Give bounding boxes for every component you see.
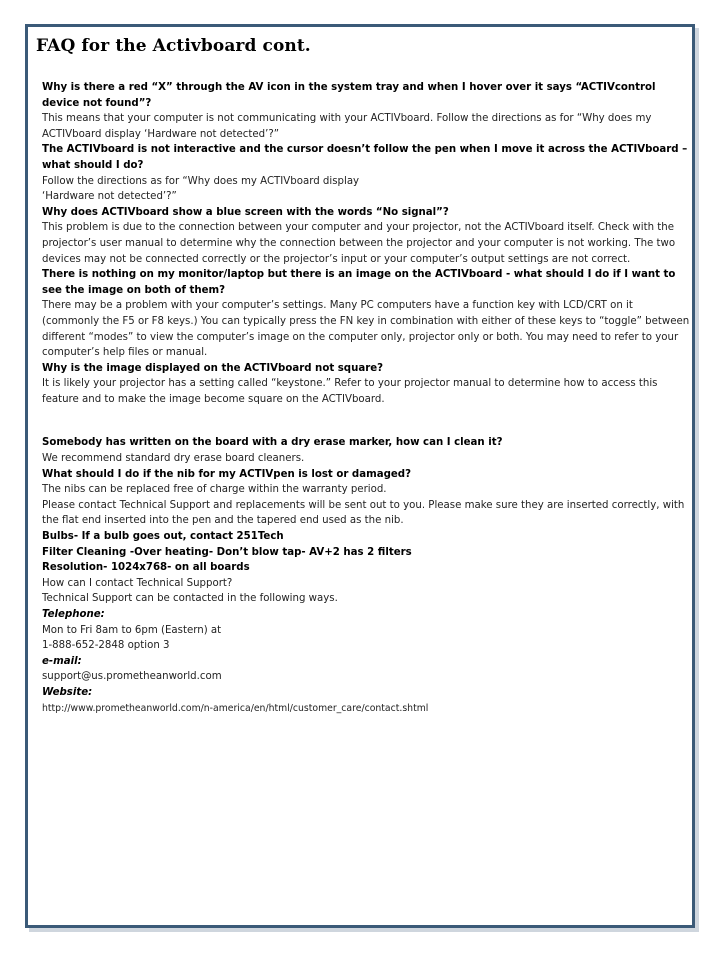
faq-question: There is nothing on my monitor/laptop but there is an image on the ACTIVboard - what should I do if I want to see the image on both of them?: [42, 269, 676, 296]
telephone-number: 1-888-652-2848 option 3: [42, 640, 170, 652]
faq-question: Why is there a red “X” through the AV icon in the system tray and when I hover over it says “ACTIVcontrol device not found”?: [42, 82, 656, 109]
tip-filter: Filter Cleaning -Over heating- Don’t blow tap- AV+2 has 2 filters: [42, 546, 412, 558]
faq-answer: This problem is due to the connection between your computer and your projector, not the ACTIVboard itself. Check with the projector’s user manual to determine why the connection between the projector and your computer is not working. The two devices may not be connected correctly or the projector’s input or your computer’s output settings are not correct.: [42, 222, 676, 265]
faq-question: Somebody has written on the board with a dry erase marker, how can I clean it?: [42, 437, 503, 449]
faq-section-1: [42, 80, 690, 407]
faq-answer: It is likely your projector has a setting called “keystone.” Refer to your projector manual to determine how to access this feature and to make the image become square on the ACTIVboard.: [42, 378, 658, 405]
faq-answer: We recommend standard dry erase board cleaners.: [42, 453, 305, 465]
faq-question: Why is the image displayed on the ACTIVboard not square?: [42, 362, 384, 374]
tip-bulbs: Bulbs- If a bulb goes out, contact 251Tech: [42, 531, 284, 543]
faq-question: The ACTIVboard is not interactive and the cursor doesn’t follow the pen when I move it across the ACTIVboard – what should I do?: [42, 144, 688, 171]
telephone-hours: Mon to Fri 8am to 6pm (Eastern) at: [42, 624, 222, 636]
faq-content: [42, 80, 690, 716]
faq-question: What should I do if the nib for my ACTIVpen is lost or damaged?: [42, 468, 411, 480]
website-label: Website:: [42, 686, 93, 698]
email-label: e-mail:: [42, 655, 82, 667]
faq-answer: This means that your computer is not communicating with your ACTIVboard. Follow the directions as for “Why does my ACTIVboard display ‘Hardware not detected’?”: [42, 113, 652, 140]
contact-intro: Technical Support can be contacted in the following ways.: [42, 593, 338, 605]
faq-answer: The nibs can be replaced free of charge within the warranty period.: [42, 484, 387, 496]
faq-answer: ‘Hardware not detected’?”: [42, 191, 177, 203]
section-gap: [42, 407, 690, 435]
faq-answer: There may be a problem with your computer’s settings. Many PC computers have a function key with LCD/CRT on it (commonly the F5 or F8 keys.) You can typically press the FN key in combination with either of these keys to “toggle” between different “modes” to view the computer’s image on the computer only, projector only or both. You may need to refer to your computer’s help files or manual.: [42, 300, 690, 359]
faq-section-2: [42, 435, 690, 716]
website-url: http://www.prometheanworld.com/n-america/en/html/customer_care/contact.shtml: [42, 702, 429, 714]
faq-question: Why does ACTIVboard show a blue screen with the words “No signal”?: [42, 206, 449, 218]
page-title: FAQ for the Activboard cont.: [36, 36, 311, 56]
faq-answer: Please contact Technical Support and replacements will be sent out to you. Please make sure they are inserted correctly, with the flat end inserted into the pen and the tapered end used as the nib.: [42, 499, 685, 527]
telephone-label: Telephone:: [42, 609, 105, 620]
tip-resolution: Resolution- 1024x768- on all boards: [42, 562, 250, 574]
contact-question: How can I contact Technical Support?: [42, 577, 233, 589]
faq-answer: Follow the directions as for “Why does my ACTIVboard display: [42, 175, 360, 187]
email-address: support@us.prometheanworld.com: [42, 671, 222, 683]
